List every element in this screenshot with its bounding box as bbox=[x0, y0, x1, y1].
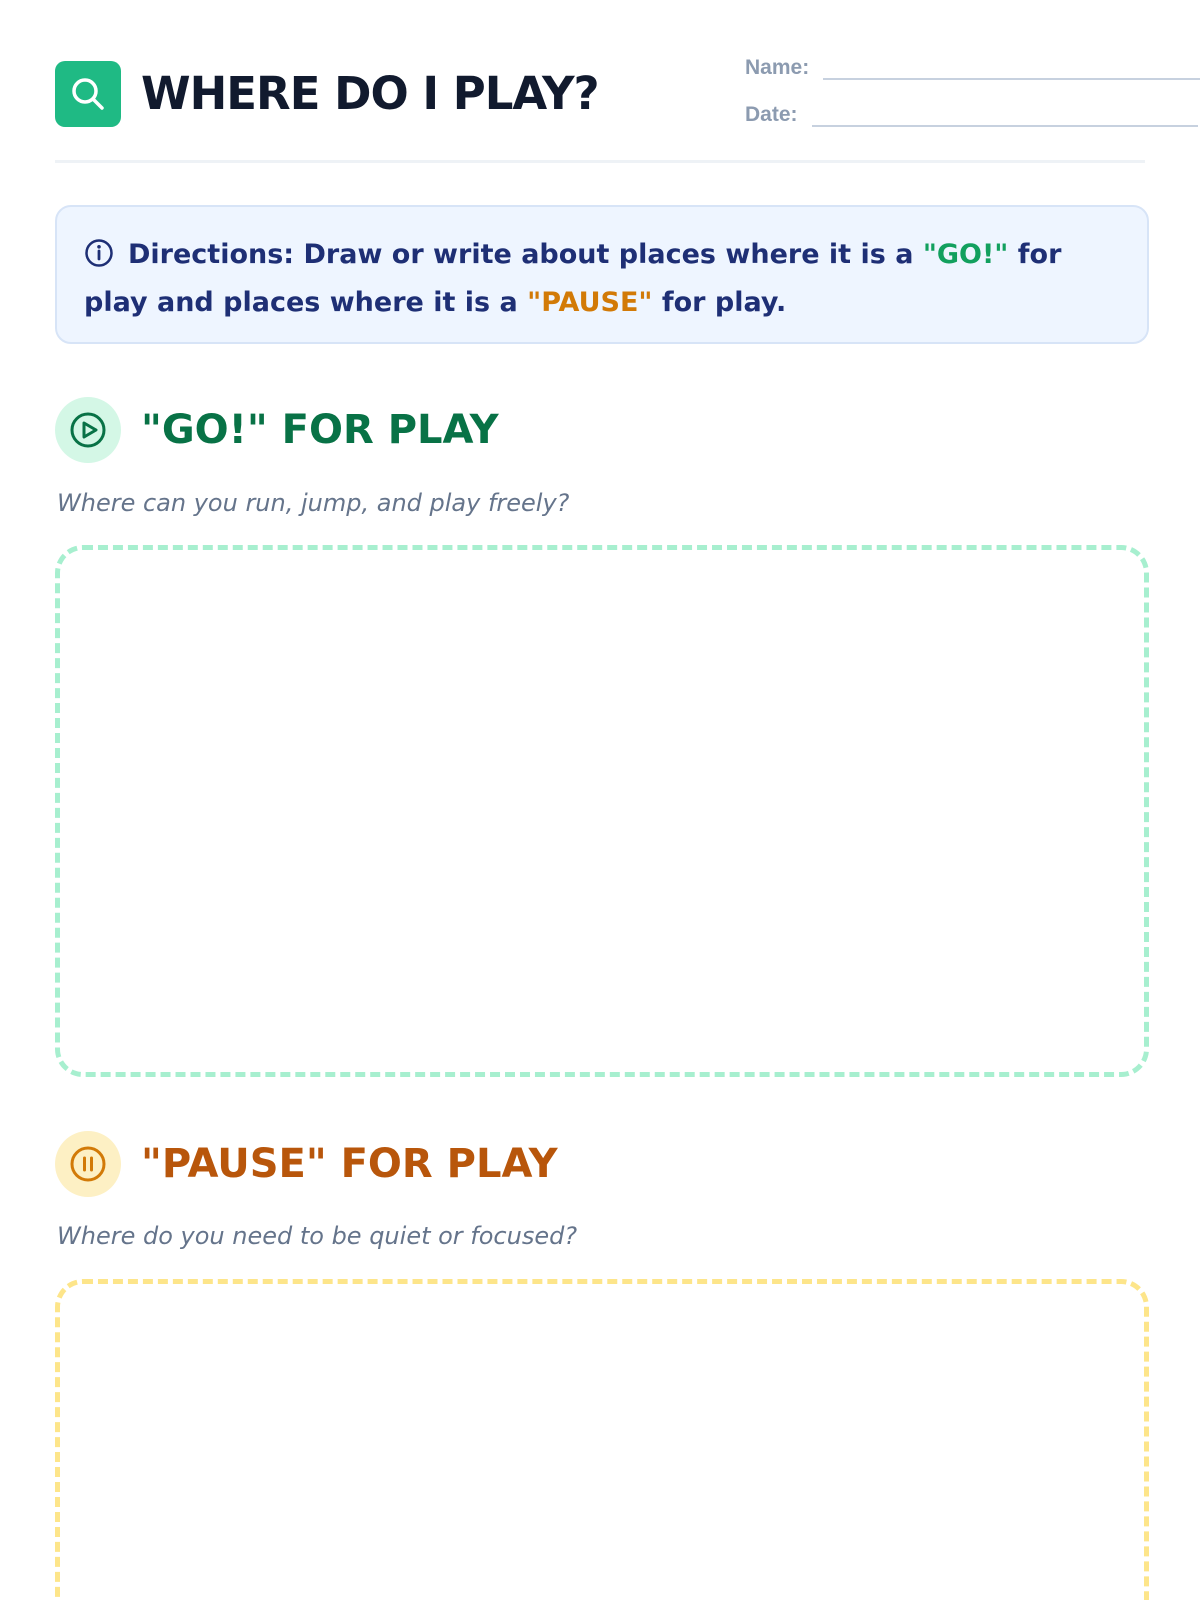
search-icon bbox=[55, 61, 121, 127]
pause-section-title: "PAUSE" FOR PLAY bbox=[141, 1141, 558, 1187]
pause-section-prompt: Where do you need to be quiet or focused? bbox=[57, 1222, 578, 1250]
page-title: WHERE DO I PLAY? bbox=[141, 67, 599, 120]
date-field bbox=[745, 103, 1198, 127]
date-label: Date: bbox=[745, 103, 798, 126]
go-section-title: "GO!" FOR PLAY bbox=[141, 407, 499, 453]
directions-go-word: "GO!" bbox=[922, 239, 1009, 270]
play-icon bbox=[55, 397, 121, 463]
go-drawing-area[interactable] bbox=[55, 545, 1149, 1077]
name-field bbox=[745, 56, 1200, 80]
pause-drawing-area[interactable] bbox=[55, 1279, 1149, 1600]
pause-icon bbox=[55, 1131, 121, 1197]
name-write-line[interactable] bbox=[823, 56, 1200, 80]
worksheet-header bbox=[55, 0, 1145, 163]
pause-section-header bbox=[55, 1131, 558, 1197]
directions-text-3: for play. bbox=[652, 287, 787, 318]
name-label: Name: bbox=[745, 56, 810, 79]
directions-text-1: Directions: Draw or write about places where it is a bbox=[128, 239, 923, 270]
directions-pause-word: "PAUSE" bbox=[527, 287, 653, 318]
date-write-line[interactable] bbox=[812, 103, 1198, 127]
go-section-prompt: Where can you run, jump, and play freely? bbox=[57, 489, 570, 517]
go-section-header bbox=[55, 397, 499, 463]
info-icon bbox=[84, 238, 114, 281]
directions-box bbox=[55, 205, 1149, 344]
directions-text-2: for play and places where it is a bbox=[84, 239, 1062, 318]
